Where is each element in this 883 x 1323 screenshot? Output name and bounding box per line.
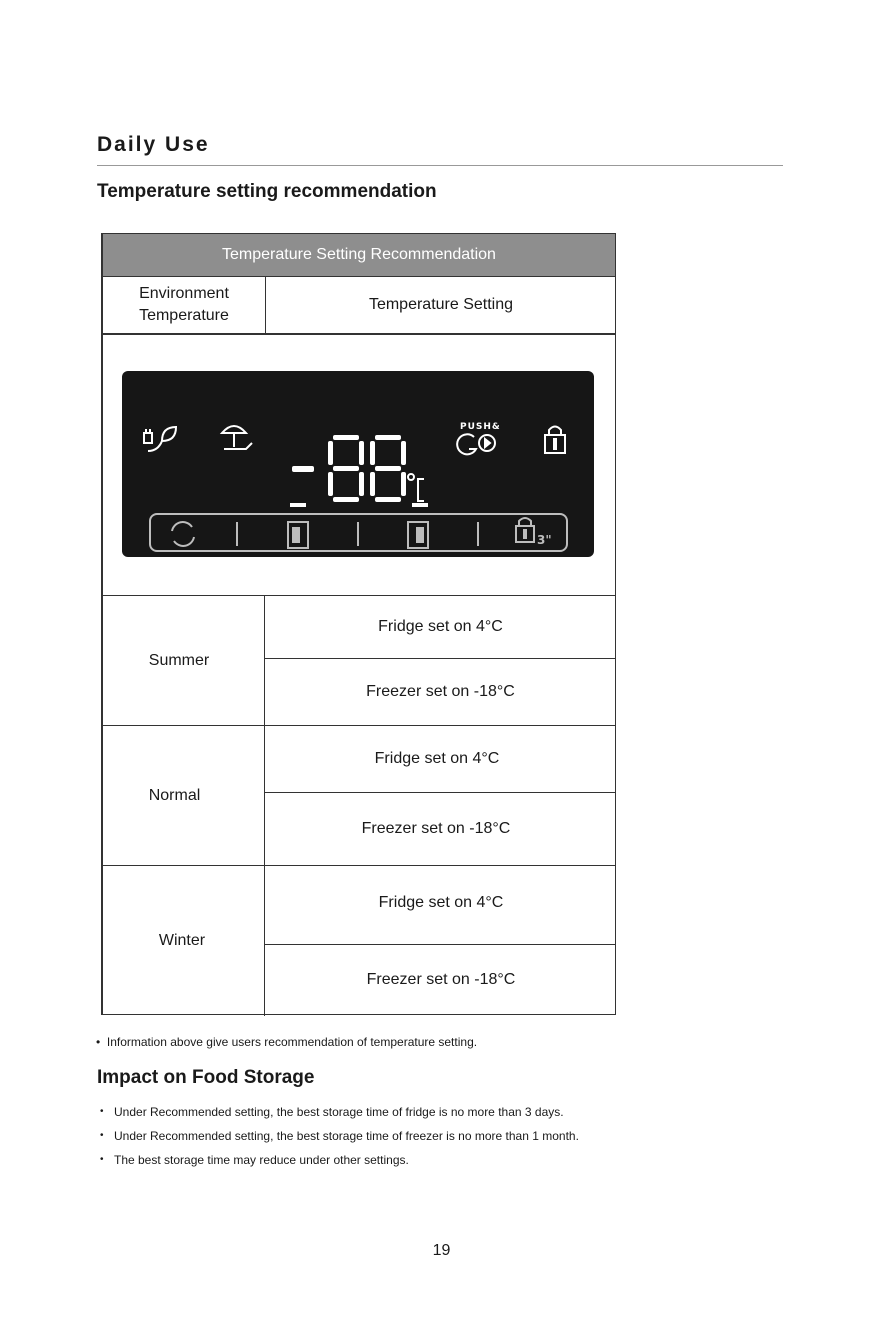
impact-title: Impact on Food Storage (97, 1067, 315, 1088)
push-go-icon (457, 434, 495, 454)
fridge-compartment-icon (288, 522, 308, 548)
section-title: Daily Use (97, 133, 210, 156)
recommendation-table (101, 233, 616, 1015)
separator (477, 522, 479, 546)
info-note-text: Information above give users recommendation of temperature setting. (106, 1035, 478, 1049)
lock-icon (545, 427, 565, 454)
divider (103, 333, 615, 335)
winter-fridge-setting: Fridge set on 4°C (378, 894, 504, 911)
summer-freezer-setting: Freezer set on -18°C (366, 683, 515, 700)
summer-fridge-setting: Fridge set on 4°C (378, 618, 503, 635)
table-title: Temperature Setting Recommendation (103, 234, 615, 277)
env-normal: Normal (148, 787, 201, 804)
list-item: • Under Recommended setting, the best storage time of fridge is no more than 3 days. (114, 1104, 579, 1128)
impact-list (114, 1104, 579, 1176)
normal-freezer-setting: Freezer set on -18°C (361, 820, 511, 837)
col-header-environment-line1: Environment (139, 285, 229, 302)
control-display-panel (122, 371, 594, 557)
push-go-label-top: PUSH& (460, 422, 501, 432)
lock-timer-label: 3" (537, 533, 552, 547)
env-winter: Winter (158, 932, 206, 949)
refresh-icon (172, 522, 194, 546)
header-rule (97, 165, 783, 166)
winter-freezer-setting: Freezer set on -18°C (366, 971, 516, 988)
page-number: 19 (432, 1242, 451, 1259)
env-summer: Summer (148, 652, 210, 669)
separator (357, 522, 359, 546)
lock-3s-icon (516, 518, 534, 542)
normal-fridge-setting: Fridge set on 4°C (374, 750, 500, 767)
col-header-environment (103, 277, 265, 333)
list-item: • Under Recommended setting, the best storage time of freezer is no more than 1 month. (114, 1128, 579, 1152)
digit-segment (328, 435, 364, 502)
col-header-setting: Temperature Setting (368, 296, 514, 313)
display-graphic (122, 371, 594, 557)
list-item: • The best storage time may reduce under other settings. (114, 1152, 579, 1176)
holiday-umbrella-icon (222, 426, 252, 449)
subsection-title: Temperature setting recommendation (97, 181, 437, 202)
info-note: • Information above give users recommendation of temperature setting. (96, 1035, 478, 1049)
minus-segment (292, 466, 314, 472)
separator (236, 522, 238, 546)
digit-segment (370, 435, 406, 502)
col-header-environment-line2: Temperature (139, 307, 229, 324)
fridge-indicator-segment (290, 503, 306, 507)
freezer-indicator-segment (412, 503, 428, 507)
eco-plug-leaf-icon (144, 427, 176, 451)
celsius-unit-icon (408, 474, 424, 501)
freezer-compartment-icon (408, 522, 428, 548)
